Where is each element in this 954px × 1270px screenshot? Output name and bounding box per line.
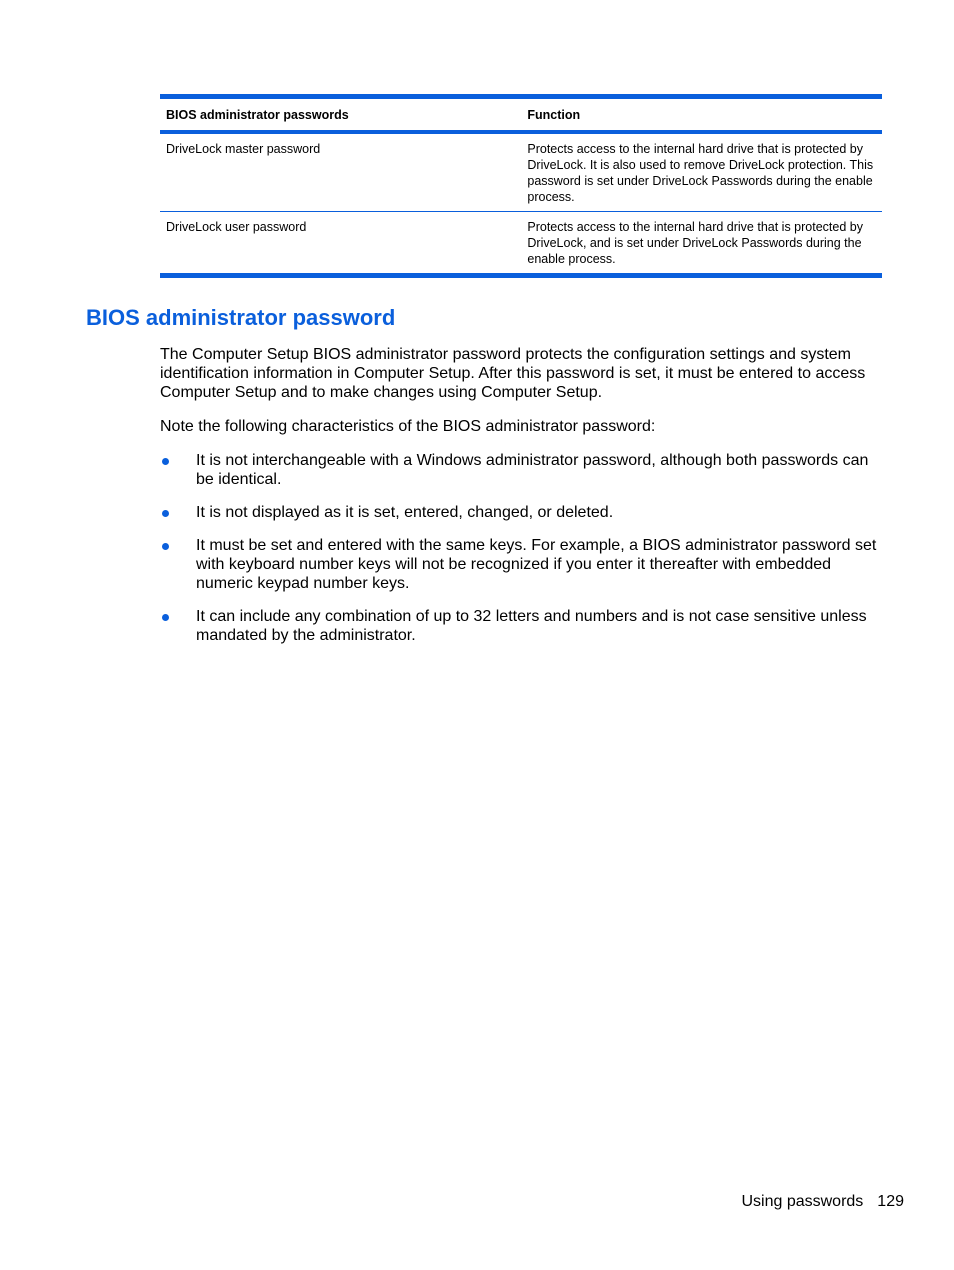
- list-item: [160, 536, 884, 593]
- column-header-function: Function: [527, 108, 581, 122]
- bullet-icon: [162, 614, 169, 621]
- list-item: [160, 607, 884, 645]
- password-table-container: [160, 94, 882, 278]
- table-cell-password-name: DriveLock user password: [166, 220, 307, 234]
- section-body: [160, 345, 884, 659]
- list-item-text: It is not displayed as it is set, entered, changed, or deleted.: [196, 504, 614, 521]
- table-header-row: [160, 97, 882, 133]
- list-item-text: It is not interchangeable with a Windows administrator password, although both passwords can be identical.: [196, 452, 869, 488]
- page-footer: [741, 1193, 904, 1211]
- table-cell-password-name: DriveLock master password: [166, 142, 321, 156]
- bullet-icon: [162, 458, 169, 465]
- table-row: [160, 212, 882, 276]
- list-item: [160, 503, 884, 522]
- table-cell-function: Protects access to the internal hard drive that is protected by DriveLock, and is set under DriveLock Passwords during the enable process.: [527, 220, 863, 266]
- table-row: [160, 132, 882, 212]
- note-paragraph: Note the following characteristics of the BIOS administrator password:: [160, 418, 656, 435]
- section-heading: BIOS administrator password: [86, 305, 396, 330]
- list-item: [160, 451, 884, 489]
- column-header-passwords: BIOS administrator passwords: [166, 108, 349, 122]
- page-number: 129: [877, 1193, 904, 1210]
- list-item-text: It can include any combination of up to 32 letters and numbers and is not case sensitive unless mandated by the administrator.: [196, 608, 867, 644]
- password-table: [160, 94, 882, 278]
- bullet-icon: [162, 543, 169, 550]
- list-item-text: It must be set and entered with the same keys. For example, a BIOS administrator password set with keyboard number keys will not be recognized if you enter it thereafter with embedded numeric keypad number keys.: [196, 537, 877, 592]
- table-cell-function: Protects access to the internal hard drive that is protected by DriveLock. It is also used to remove DriveLock protection. This password is set under DriveLock Passwords during the enable process.: [527, 142, 874, 204]
- bullet-icon: [162, 510, 169, 517]
- intro-paragraph: The Computer Setup BIOS administrator password protects the configuration settings and system identification information in Computer Setup. After this password is set, it must be entered to access Computer Setup and to make changes using Computer Setup.: [160, 346, 866, 401]
- characteristics-list: [160, 451, 884, 645]
- footer-section-name: Using passwords: [741, 1193, 864, 1210]
